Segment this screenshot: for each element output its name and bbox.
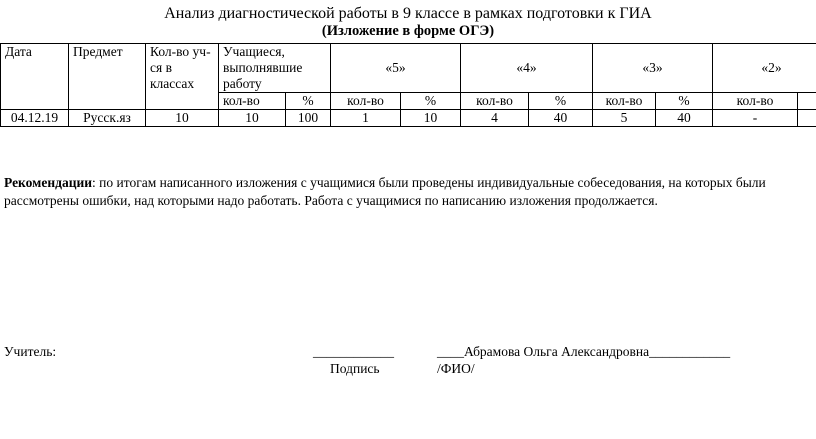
subheader-grade3-percent: %	[656, 93, 713, 110]
subheader-participants-percent: %	[286, 93, 331, 110]
table-row	[1, 110, 816, 127]
subheader-grade3-count: кол-во	[593, 93, 656, 110]
cell-grade3-count: 5	[593, 110, 656, 127]
recommendations-text: : по итогам написанного изложения с учащимися были проведены индивидуальные собеседования, на которых были рассмотрены ошибки, над которыми надо работать. Работа с учащимися по написанию изложения продолжается.	[4, 175, 766, 209]
analysis-table	[0, 43, 816, 127]
col-header-date: Дата	[1, 44, 69, 110]
fio-caption: /ФИО/	[437, 361, 475, 376]
subheader-grade2-count: кол-во	[713, 93, 798, 110]
cell-grade4-count: 4	[461, 110, 529, 127]
signature-caption: Подпись	[330, 361, 380, 376]
signature-line: ____________	[313, 344, 394, 359]
footer	[0, 344, 816, 384]
subheader-grade2-percent	[798, 93, 816, 110]
subheader-participants-count: кол-во	[219, 93, 286, 110]
subheader-grade4-count: кол-во	[461, 93, 529, 110]
page-subtitle: (Изложение в форме ОГЭ)	[321, 23, 495, 40]
cell-class-size: 10	[146, 110, 219, 127]
col-header-class-size: Кол-во уч-ся в классах	[146, 44, 219, 110]
subheader-grade4-percent: %	[529, 93, 593, 110]
cell-date: 04.12.19	[1, 110, 69, 127]
cell-grade5-percent: 10	[401, 110, 461, 127]
cell-grade2-count: -	[713, 110, 798, 127]
recommendations-label: Рекомендации	[4, 175, 93, 191]
cell-participants-count: 10	[219, 110, 286, 127]
col-header-grade5: «5»	[331, 44, 461, 93]
subheader-grade5-count: кол-во	[331, 93, 401, 110]
col-header-subject: Предмет	[69, 44, 146, 110]
col-header-grade2: «2»	[713, 44, 816, 93]
teacher-label: Учитель:	[4, 344, 57, 359]
col-header-grade3: «3»	[593, 44, 713, 93]
cell-grade3-percent: 40	[656, 110, 713, 127]
recommendations-paragraph	[0, 174, 816, 210]
cell-participants-percent: 100	[286, 110, 331, 127]
subheader-grade5-percent: %	[401, 93, 461, 110]
teacher-name-line: ____Абрамова Ольга Александровна____________	[437, 344, 731, 359]
cell-grade2-percent	[798, 110, 816, 127]
page-title: Анализ диагностической работы в 9 классе в рамках подготовки к ГИА	[164, 5, 652, 22]
col-header-grade4: «4»	[461, 44, 593, 93]
col-header-participants: Учащиеся, выполнявшие работу	[219, 44, 331, 93]
cell-subject: Русск.яз	[69, 110, 146, 127]
cell-grade4-percent: 40	[529, 110, 593, 127]
cell-grade5-count: 1	[331, 110, 401, 127]
